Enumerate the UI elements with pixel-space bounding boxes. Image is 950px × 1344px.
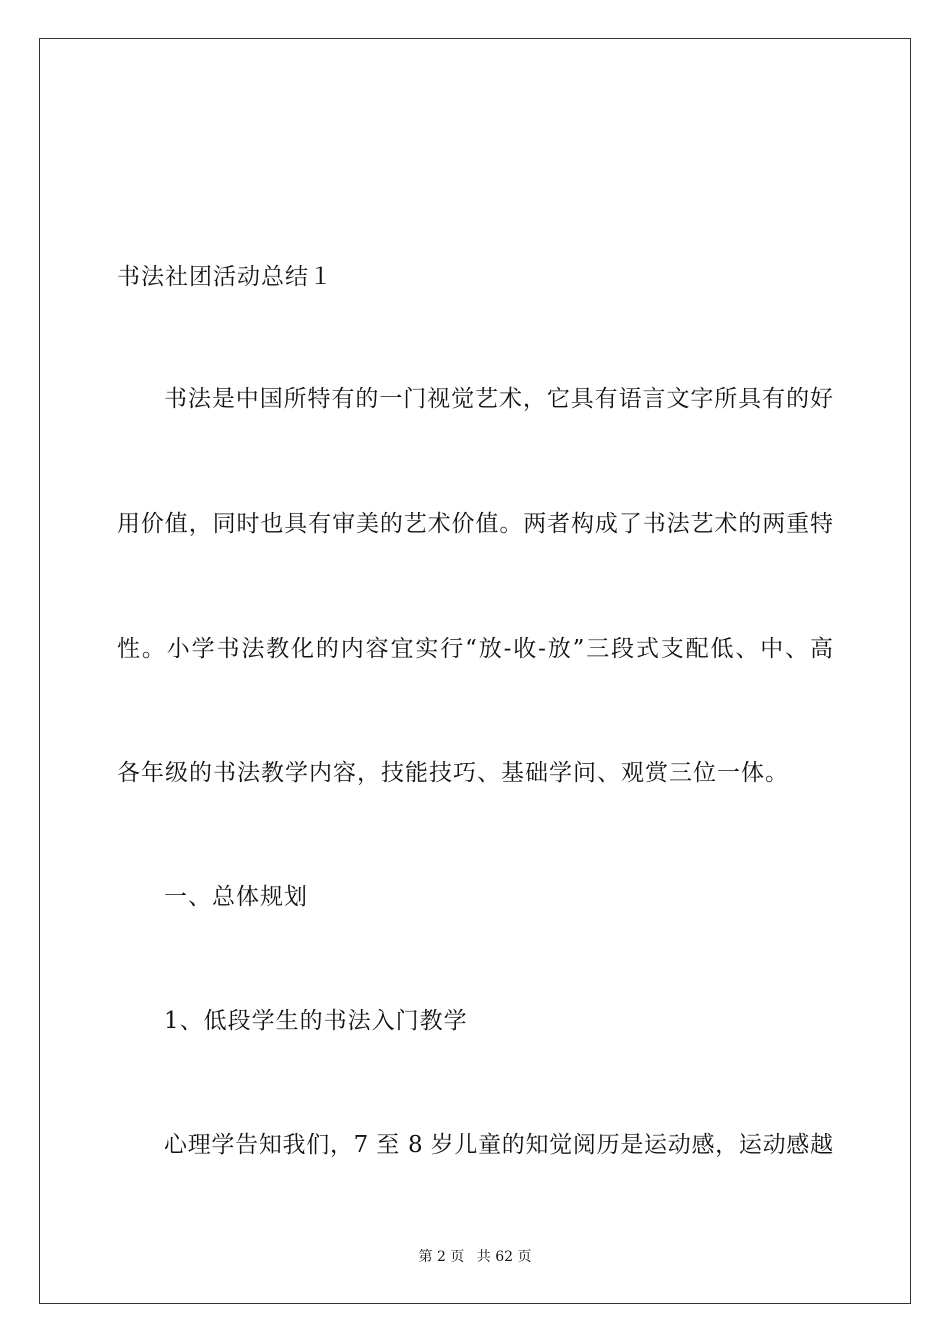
- section-heading: 一、总体规划: [164, 884, 308, 910]
- subsection-heading: 1、低段学生的书法入门教学: [164, 1008, 468, 1034]
- paragraph-1-line-4: 各年级的书法教学内容，技能技巧、基础学问、观赏三位一体。: [117, 760, 789, 786]
- page-footer: [0, 1248, 950, 1266]
- paragraph-2-line-1: 心理学告知我们，7 至 8 岁儿童的知觉阅历是运动感，运动感越: [164, 1132, 833, 1158]
- page-total: 共 62 页: [476, 1249, 532, 1265]
- page-border: [39, 38, 911, 1304]
- document-title: 书法社团活动总结１: [117, 264, 333, 290]
- page-number: 第 2 页: [418, 1249, 465, 1265]
- paragraph-1-line-2: 用价值，同时也具有审美的艺术价值。两者构成了书法艺术的两重特: [117, 511, 833, 537]
- paragraph-1-line-3: 性。小学书法教化的内容宜实行“放-收-放”三段式支配低、中、高: [117, 636, 833, 662]
- paragraph-1-line-1: 书法是中国所特有的一门视觉艺术，它具有语言文字所具有的好: [164, 386, 833, 412]
